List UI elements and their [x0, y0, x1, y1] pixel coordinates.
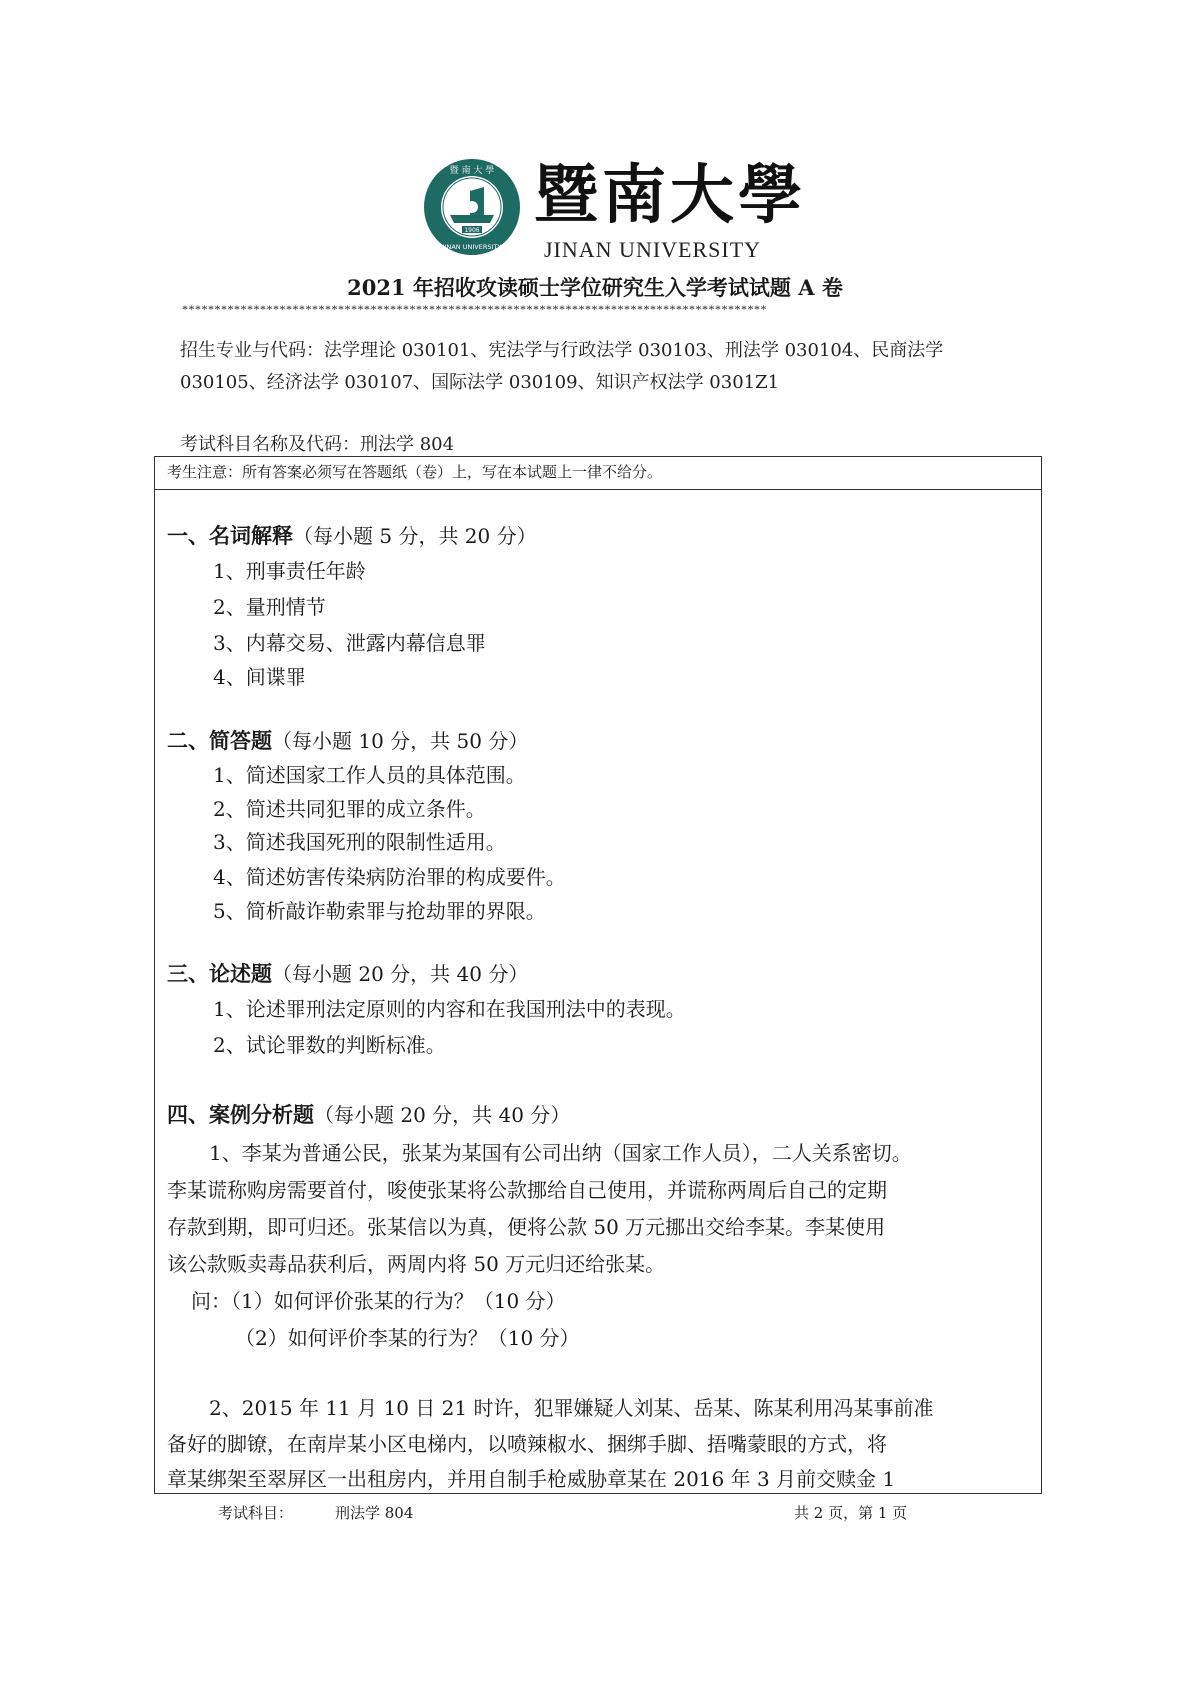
- section-title: 四、案例分析题: [167, 1102, 314, 1127]
- candidate-notice: 考生注意：所有答案必须写在答题纸（卷）上，写在本试题上一律不给分。: [155, 457, 1041, 490]
- footer-subject-value: 刑法学 804: [335, 1504, 414, 1522]
- question-item: 2、简述共同犯罪的成立条件。: [213, 797, 486, 821]
- exam-title: 2021 年招收攻读硕士学位研究生入学考试试题 A 卷: [347, 275, 843, 300]
- section-title: 三、论述题: [167, 961, 272, 986]
- section-points: （每小题 20 分，共 40 分）: [314, 1103, 571, 1127]
- star-divider: ******************************************************************************************: [182, 302, 767, 316]
- svg-text:暨 南 大 學: 暨 南 大 學: [449, 166, 495, 176]
- question-item: 1、简述国家工作人员的具体范围。: [213, 763, 526, 787]
- case-text-line: 2、2015 年 11 月 10 日 21 时许，犯罪嫌疑人刘某、岳某、陈某利用冯某事前准: [209, 1396, 934, 1420]
- footer-subject-label: 考试科目：: [218, 1504, 294, 1522]
- question-item: 3、简述我国死刑的限制性适用。: [213, 830, 506, 854]
- section-heading: [167, 725, 528, 755]
- exam-subject: 考试科目名称及代码：刑法学 804: [180, 434, 455, 455]
- section-points: （每小题 20 分，共 40 分）: [272, 962, 529, 986]
- section-title: 二、简答题: [167, 728, 272, 753]
- university-logo: [422, 155, 806, 265]
- case-text-line: 李某谎称购房需要首付，唆使张某将公款挪给自己使用，并谎称两周后自己的定期: [167, 1178, 887, 1202]
- section-heading: [167, 1099, 570, 1129]
- case-text-line: 章某绑架至翠屏区一出租房内，并用自制手枪威胁章某在 2016 年 3 月前交赎金 1: [167, 1467, 896, 1491]
- section-points: （每小题 10 分，共 50 分）: [272, 729, 529, 753]
- question-item: 1、刑事责任年龄: [213, 559, 366, 583]
- majors-line-2: 030105、经济法学 030107、国际法学 030109、知识产权法学 0301Z1: [180, 372, 780, 393]
- university-seal-icon: [422, 157, 522, 257]
- case-text-line: 1、李某为普通公民，张某为某国有公司出纳（国家工作人员），二人关系密切。: [209, 1141, 912, 1165]
- question-item: 4、间谍罪: [213, 665, 306, 689]
- exam-content-box: [154, 456, 1042, 1494]
- question-item: 4、简述妨害传染病防治罪的构成要件。: [213, 865, 566, 889]
- footer-page-info: 共 2 页，第 1 页: [794, 1504, 908, 1522]
- section-title: 一、名词解释: [167, 523, 293, 548]
- case-question: （2）如何评价李某的行为？（10 分）: [235, 1326, 580, 1350]
- logo-wordmark-en: JINAN UNIVERSITY: [544, 237, 762, 262]
- question-item: 1、论述罪刑法定原则的内容和在我国刑法中的表现。: [213, 997, 686, 1021]
- svg-text:1906: 1906: [464, 227, 480, 234]
- case-question: 问：（1）如何评价张某的行为？（10 分）: [191, 1289, 566, 1313]
- svg-text:JINAN UNIVERSITY: JINAN UNIVERSITY: [442, 243, 502, 251]
- question-item: 2、量刑情节: [213, 595, 326, 619]
- majors-line-1: 招生专业与代码：法学理论 030101、宪法学与行政法学 030103、刑法学 030104、民商法学: [180, 340, 944, 361]
- section-heading: [167, 520, 537, 550]
- case-text-line: 存款到期，即可归还。张某信以为真，便将公款 50 万元挪出交给李某。李某使用: [167, 1215, 886, 1239]
- question-item: 5、简析敲诈勒索罪与抢劫罪的界限。: [213, 899, 546, 923]
- question-item: 3、内幕交易、泄露内幕信息罪: [213, 631, 486, 655]
- section-points: （每小题 5 分，共 20 分）: [293, 524, 537, 548]
- case-text-line: 备好的脚镣，在南岸某小区电梯内，以喷辣椒水、捆绑手脚、捂嘴蒙眼的方式，将: [167, 1432, 887, 1456]
- section-heading: [167, 958, 528, 988]
- logo-wordmark-cn: 暨南大學: [534, 158, 806, 233]
- question-item: 2、试论罪数的判断标准。: [213, 1033, 446, 1057]
- case-text-line: 该公款贩卖毒品获利后，两周内将 50 万元归还给张某。: [167, 1252, 666, 1276]
